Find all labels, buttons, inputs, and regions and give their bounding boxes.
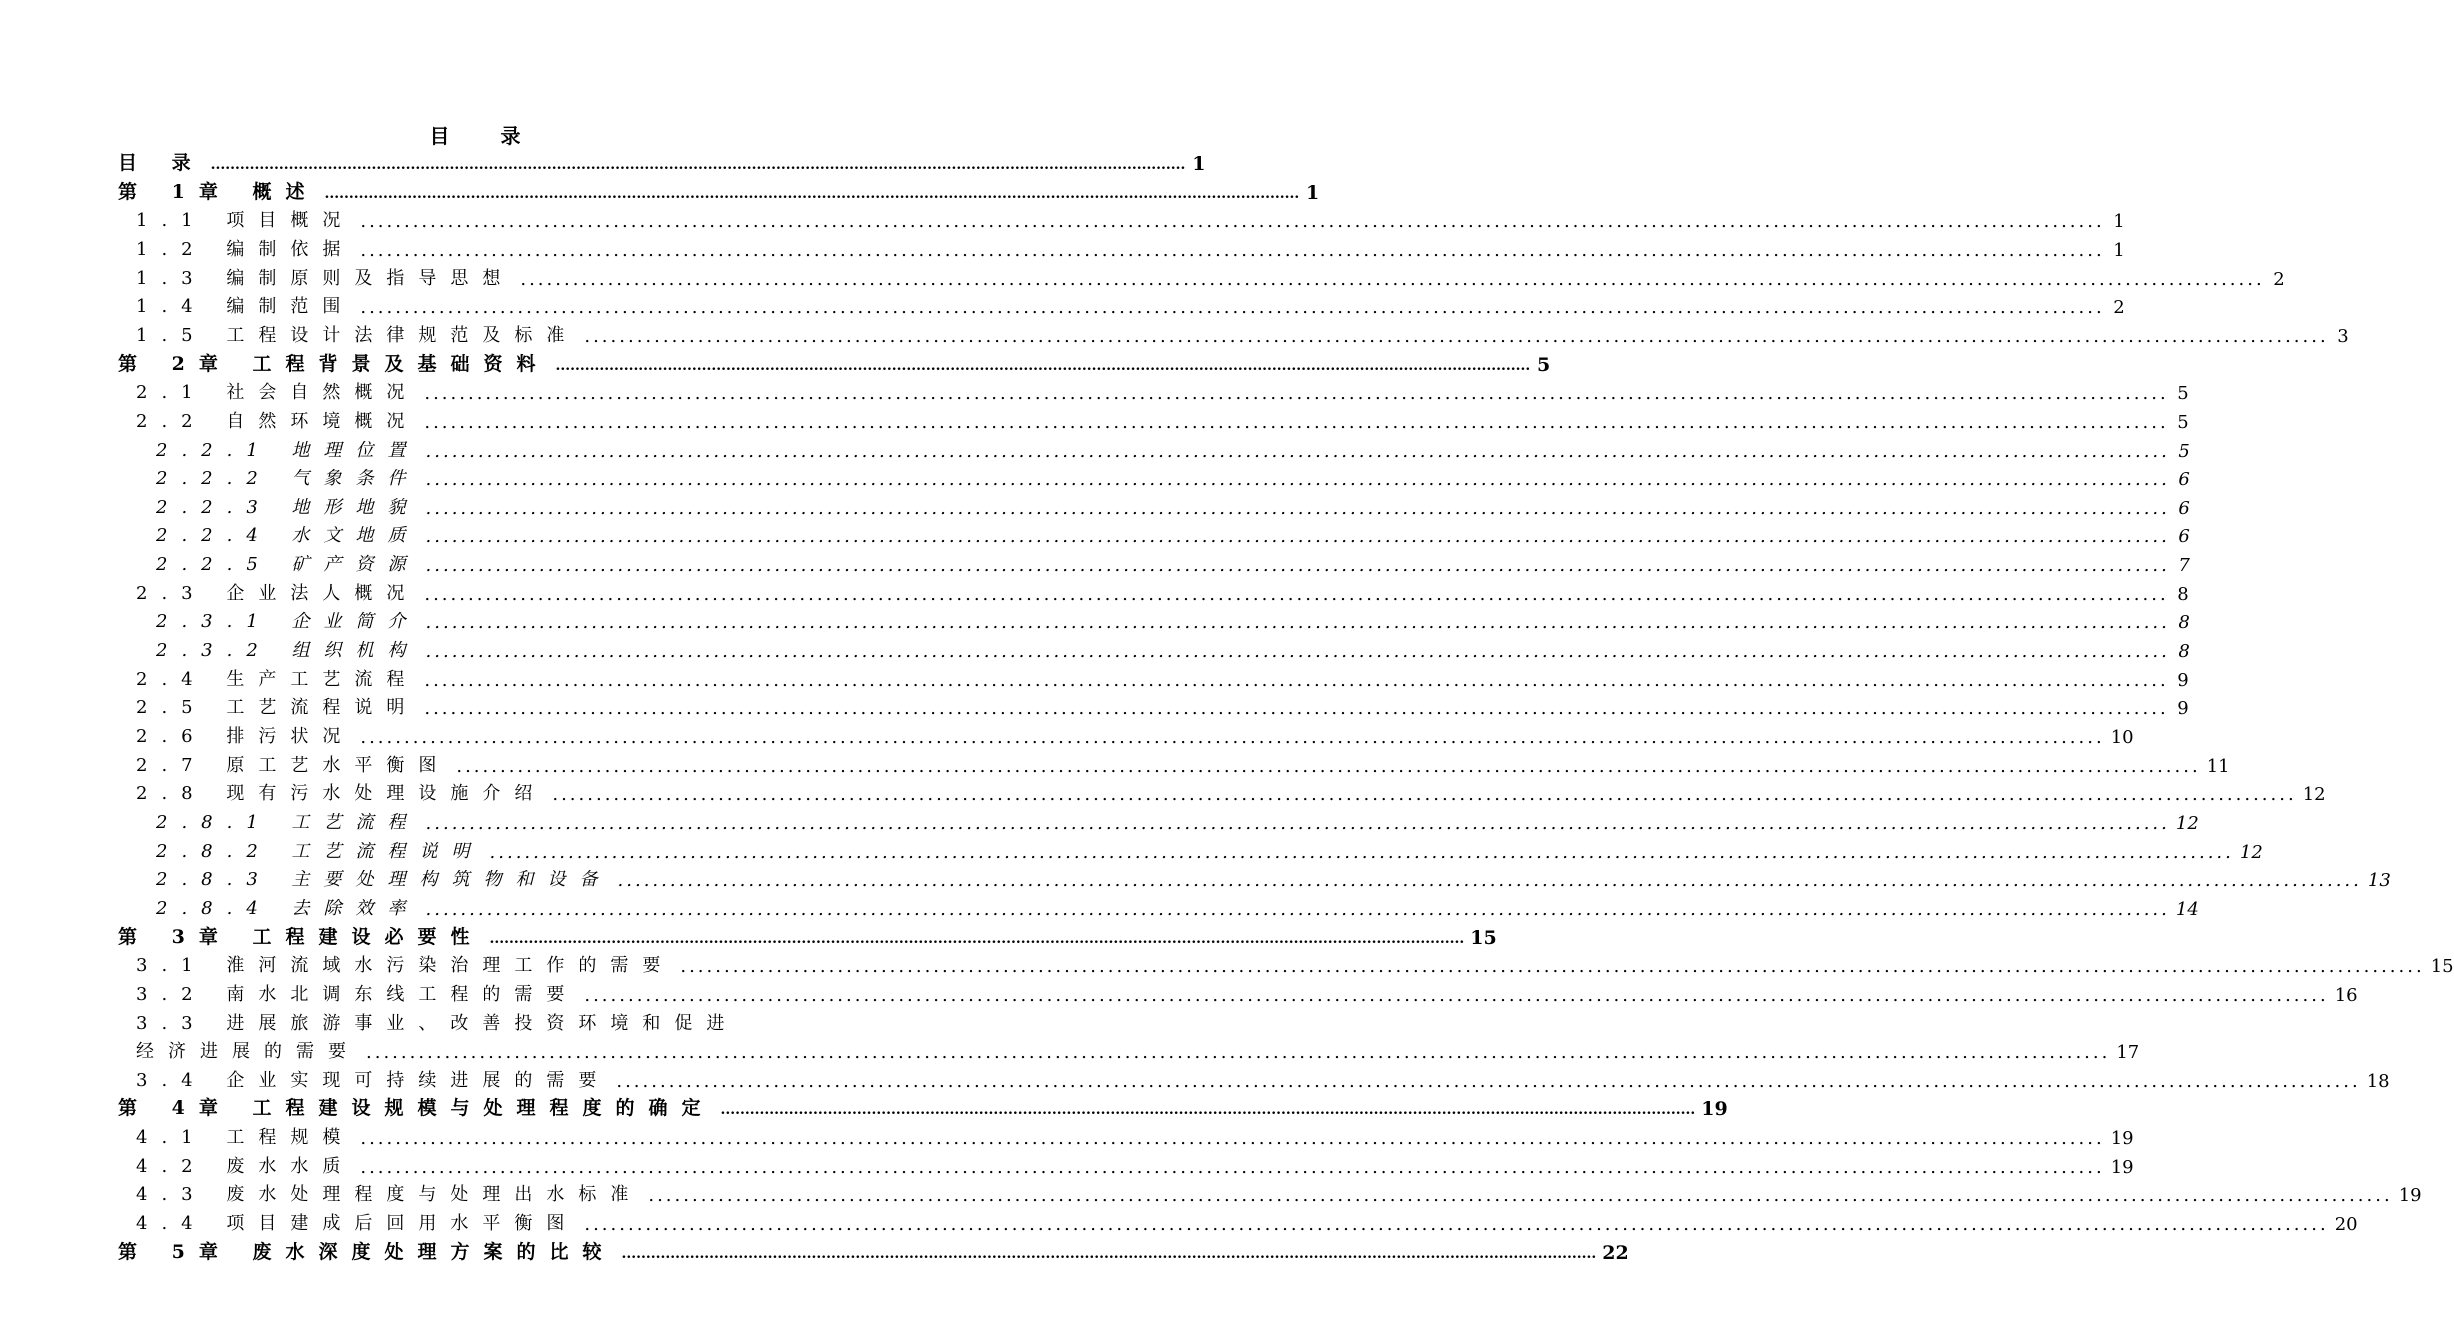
toc-leader-dots: ........................................................................................................................................................................................................ — [456, 755, 2201, 777]
toc-page-number: 6 — [2178, 526, 2190, 548]
toc-entry[interactable] — [136, 1121, 2134, 1150]
toc-entry-label: 3.2 南水北调东线工程的需要 — [136, 983, 579, 1005]
toc-entry[interactable] — [156, 892, 2199, 920]
toc-entry-label: 2.8 现有污水处理设施介绍 — [136, 783, 547, 805]
toc-leader-dots: ........................................................................................................................................................................................................ — [425, 497, 2170, 519]
toc-leader-dots: ........................................................................................................................................................................................................ — [360, 297, 2105, 319]
toc-entry-label: 2.2.4 水文地质 — [156, 525, 420, 547]
toc-leader-dots: ........................................................................................................................................................................................................ — [425, 898, 2170, 920]
toc-entry-label: 2.2.2 气象条件 — [156, 468, 420, 490]
toc-entry-label: 3.1 淮河流域水污染治理工作的需要 — [136, 955, 675, 977]
toc-entry[interactable] — [136, 376, 2189, 405]
toc-entry[interactable] — [156, 835, 2263, 863]
toc-entry[interactable] — [136, 1150, 2134, 1178]
toc-page-number: 1 — [1306, 181, 1320, 204]
toc-leader-dots: ........................................................................................................................................................................................................ — [425, 440, 2170, 462]
toc-entry-label: 2.3.1 企业简介 — [156, 611, 420, 633]
toc-leader-dots: ........................................................................................................................................................................................................ — [425, 526, 2170, 548]
toc-leader-dots: ........................................................................................................................................................................................................ — [584, 1214, 2329, 1236]
toc-entry-label: 2.8.4 去除效率 — [156, 897, 420, 919]
toc-leader-dots: ........................................................................................................................................................................................................ — [366, 1042, 2111, 1064]
toc-leader-dots: ........................................................................................................................................................................................................ — [489, 841, 2234, 863]
toc-page-number: 5 — [2177, 383, 2189, 405]
toc-page-number: 8 — [2178, 612, 2190, 634]
toc-entry[interactable] — [156, 491, 2190, 519]
toc-leader-dots: ........................................................................................................................................................................................................ — [424, 383, 2169, 405]
toc-entry[interactable] — [118, 348, 1551, 376]
toc-entry-label: 2.5 工艺流程说明 — [136, 697, 419, 719]
toc-entry-label: 4.2 废水水质 — [136, 1155, 355, 1177]
toc-entry[interactable] — [136, 233, 2125, 261]
toc-page-number: 9 — [2177, 698, 2189, 720]
toc-entry[interactable] — [136, 1064, 2390, 1092]
toc-leader-dots: ........................................................................................................................................................................................................ — [584, 984, 2329, 1006]
toc-entry[interactable] — [136, 290, 2125, 319]
toc-entry-label: 2.8.1 工艺流程 — [156, 811, 420, 833]
toc-entry[interactable] — [156, 806, 2199, 834]
toc-entry-label: 第 4章 工程建设规模与处理程度的确定 — [118, 1097, 715, 1120]
toc-page-number: 5 — [2178, 440, 2190, 462]
toc-page-number: 18 — [2366, 1070, 2390, 1092]
toc-entry[interactable] — [156, 434, 2190, 462]
toc-leader-dots: ........................................................................................................................................................................................................ — [617, 870, 2362, 892]
toc-entry-label: 1.5 工程设计法律规范及标准 — [136, 324, 579, 346]
toc-page-number: 7 — [2178, 555, 2190, 577]
toc-leader-dots: ........................................................................................................................................................................................................ — [425, 469, 2170, 491]
toc-page-number: 1 — [1192, 153, 1206, 175]
toc-leader-dots: ........................................................................................................................................................................................................ — [424, 411, 2169, 433]
toc-entry[interactable] — [136, 577, 2189, 605]
toc-entry-label: 2.1 社会自然概况 — [136, 382, 419, 404]
toc-leader-dots: ........................................................................................................................................................................................................ — [555, 357, 1531, 374]
toc-page-number: 16 — [2334, 984, 2358, 1006]
toc-leader-dots: ........................................................................................................................................................................................................ — [360, 211, 2105, 233]
toc-page-number: 13 — [2367, 870, 2391, 892]
toc-page-number: 19 — [2110, 1128, 2134, 1150]
toc-entry-label: 2.3 企业法人概况 — [136, 582, 419, 604]
toc-entry-label: 2.8.3 主要处理构筑物和设备 — [156, 869, 612, 891]
toc-entry[interactable] — [156, 548, 2190, 577]
toc-page-number: 8 — [2177, 583, 2189, 605]
toc-page-number: 19 — [2110, 1156, 2134, 1178]
toc-entry-label: 经济进展的需要 — [136, 1041, 360, 1063]
toc-entry-label: 1.1 项目概况 — [136, 210, 355, 232]
toc-leader-dots: ........................................................................................................................................................................................................ — [680, 956, 2425, 978]
toc-entry[interactable] — [136, 777, 2326, 806]
toc-leader-dots: ........................................................................................................................................................................................................ — [424, 583, 2169, 605]
toc-page-number: 12 — [2239, 841, 2263, 863]
toc-entry[interactable] — [136, 319, 2349, 347]
toc-page-number: 17 — [2116, 1042, 2140, 1064]
toc-entry-label: 1.2 编制依据 — [136, 238, 355, 260]
toc-page-number: 6 — [2178, 469, 2190, 491]
toc-page-number: 9 — [2177, 669, 2189, 691]
toc-entry[interactable] — [136, 749, 2230, 777]
toc-entry[interactable] — [156, 519, 2190, 548]
toc-entry[interactable] — [118, 921, 1497, 949]
toc-entry[interactable] — [156, 863, 2391, 892]
toc-leader-dots: ........................................................................................................................................................................................................ — [324, 185, 1300, 202]
toc-entry[interactable] — [136, 663, 2189, 691]
toc-page-number: 12 — [2175, 812, 2199, 834]
toc-leader-dots: ........................................................................................................................................................................................................ — [210, 157, 1186, 173]
toc-entry[interactable] — [118, 1092, 1728, 1121]
toc-entry[interactable] — [118, 1236, 1629, 1264]
toc-leader-dots: ........................................................................................................................................................................................................ — [425, 641, 2170, 663]
toc-entry-label: 2.2.1 地理位置 — [156, 439, 420, 461]
toc-entry[interactable] — [136, 1178, 2422, 1207]
toc-leader-dots: ........................................................................................................................................................................................................ — [360, 727, 2105, 748]
toc-page-number: 14 — [2175, 898, 2199, 920]
toc-entry-label: 2.2.5 矿产资源 — [156, 554, 420, 576]
toc-entry-label: 第 2章 工程背景及基础资料 — [118, 352, 550, 375]
toc-entry[interactable] — [156, 605, 2190, 634]
toc-page-number: 15 — [2430, 956, 2454, 978]
toc-page-number: 12 — [2302, 784, 2326, 806]
toc-leader-dots: ........................................................................................................................................................................................................ — [425, 612, 2170, 634]
toc-title: 目 录 — [429, 124, 543, 148]
toc-entry[interactable] — [136, 978, 2358, 1006]
toc-entry[interactable] — [136, 691, 2189, 720]
toc-page-number: 19 — [2398, 1185, 2422, 1207]
toc-leader-dots: ........................................................................................................................................................................................................ — [720, 1102, 1696, 1119]
toc-entry-label: 目 录 — [118, 152, 205, 174]
toc-entry-label: 第 3章 工程建设必要性 — [118, 925, 484, 948]
toc-entry[interactable] — [156, 462, 2190, 491]
toc-entry-label: 4.1 工程规模 — [136, 1127, 355, 1149]
toc-page-number: 1 — [2113, 211, 2125, 233]
toc-entry-label: 第 5章 废水深度处理方案的比较 — [118, 1240, 616, 1263]
toc-leader-dots: ........................................................................................................................................................................................................ — [425, 555, 2170, 577]
toc-entry[interactable] — [118, 176, 1320, 204]
toc-page-number: 22 — [1602, 1241, 1629, 1264]
toc-page-number: 5 — [1537, 353, 1551, 376]
toc-page-number: 2 — [2273, 268, 2285, 290]
toc-entry-label: 第 1章 概述 — [118, 180, 319, 203]
toc-leader-dots: ........................................................................................................................................................................................................ — [424, 669, 2169, 691]
toc-leader-dots: ........................................................................................................................................................................................................ — [360, 1128, 2105, 1150]
toc-page-number: 6 — [2178, 497, 2190, 519]
toc-entry-label: 2.2 自然环境概况 — [136, 410, 419, 432]
toc-entry-label: 2.8.2 工艺流程说明 — [156, 840, 484, 862]
toc-page-number: 2 — [2113, 297, 2125, 319]
toc-entry-label: 3.3 进展旅游事业、改善投资环境和促进 — [136, 1012, 739, 1034]
toc-leader-dots: ........................................................................................................................................................................................................ — [424, 698, 2169, 720]
toc-page-number: 10 — [2110, 727, 2134, 748]
toc-leader-dots: ........................................................................................................................................................................................................ — [621, 1245, 1597, 1262]
toc-entry[interactable] — [136, 720, 2134, 748]
toc-entry-label: 2.4 生产工艺流程 — [136, 668, 419, 690]
toc-page-number: 15 — [1470, 926, 1497, 949]
toc-leader-dots: ........................................................................................................................................................................................................ — [425, 812, 2170, 834]
toc-entry-label: 3.4 企业实现可持续进展的需要 — [136, 1069, 611, 1091]
toc-entry-label: 2.6 排污状况 — [136, 726, 355, 747]
toc-leader-dots: ........................................................................................................................................................................................................ — [552, 784, 2297, 806]
toc-leader-dots: ........................................................................................................................................................................................................ — [584, 325, 2329, 347]
toc-entry-label: 4.3 废水处理程度与处理出水标准 — [136, 1184, 643, 1206]
toc-leader-dots: ........................................................................................................................................................................................................ — [616, 1070, 2361, 1092]
toc-leader-dots: ........................................................................................................................................................................................................ — [360, 239, 2105, 261]
toc-entry-label: 4.4 项目建成后回用水平衡图 — [136, 1213, 579, 1235]
toc-page-number: 3 — [2337, 325, 2349, 347]
toc-entry-label: 2.7 原工艺水平衡图 — [136, 754, 451, 776]
toc-entry-label: 2.2.3 地形地貌 — [156, 496, 420, 518]
toc-entry-label: 1.4 编制范围 — [136, 296, 355, 318]
toc-entry-label: 1.3 编制原则及指导思想 — [136, 267, 515, 289]
toc-entry[interactable] — [136, 204, 2125, 233]
toc-page-number: 11 — [2206, 755, 2230, 777]
toc-page-number: 20 — [2334, 1214, 2358, 1236]
toc-page-number: 5 — [2177, 411, 2189, 433]
toc-page-number: 19 — [1701, 1098, 1728, 1121]
toc-leader-dots: ........................................................................................................................................................................................................ — [360, 1156, 2105, 1178]
toc-page-number: 1 — [2113, 239, 2125, 261]
toc-entry-label: 2.3.2 组织机构 — [156, 640, 420, 662]
toc-entry[interactable] — [156, 634, 2190, 663]
toc-leader-dots: ........................................................................................................................................................................................................ — [648, 1185, 2393, 1207]
toc-page-number: 8 — [2178, 641, 2190, 663]
toc-entry[interactable] — [136, 1007, 836, 1035]
toc-entry[interactable] — [136, 405, 2189, 433]
toc-leader-dots: ........................................................................................................................................................................................................ — [520, 268, 2265, 290]
toc-entry[interactable] — [136, 262, 2285, 290]
toc-entry[interactable] — [136, 949, 2454, 978]
toc-leader-dots: ........................................................................................................................................................................................................ — [489, 930, 1465, 947]
toc-entry[interactable] — [118, 147, 1206, 175]
toc-entry[interactable] — [136, 1035, 2140, 1064]
toc-entry[interactable] — [136, 1207, 2358, 1236]
